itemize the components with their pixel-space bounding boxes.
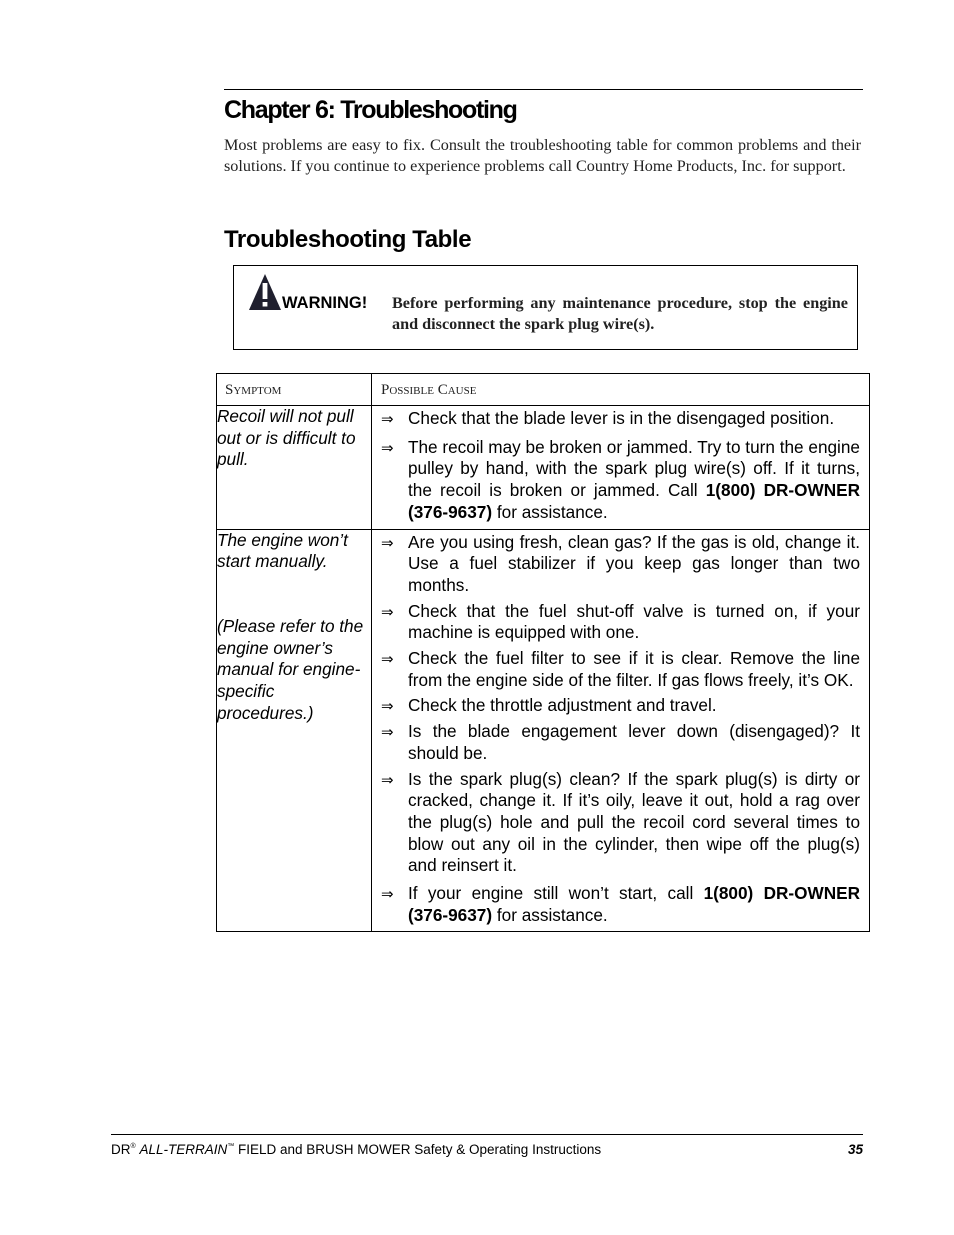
double-arrow-icon: ⇒ bbox=[381, 438, 394, 457]
symptom-note: (Please refer to the engine owner’s manual for engine-specific procedures.) bbox=[217, 615, 364, 723]
support-phone: 1(800) DR-OWNER (376-9637) bbox=[408, 883, 860, 925]
cause-list bbox=[372, 530, 869, 932]
support-phone: 1(800) DR-OWNER (376-9637) bbox=[408, 480, 861, 522]
header-rule bbox=[224, 89, 863, 90]
table-row bbox=[217, 406, 870, 530]
double-arrow-icon: ⇒ bbox=[381, 770, 394, 789]
double-arrow-icon: ⇒ bbox=[381, 410, 394, 428]
list-item: ⇒ Check the throttle adjustment and travel. bbox=[381, 695, 860, 717]
list-item: ⇒ Are you using fresh, clean gas? If the gas is old, change it. Use a fuel stabilizer if you keep gas longer than two months. bbox=[381, 531, 860, 595]
cause-cell bbox=[372, 406, 870, 530]
symptom-header: Symptom bbox=[217, 374, 372, 406]
list-item: ⇒ The recoil may be broken or jammed. Try to turn the engine pulley by hand, with the spark plug wire(s) off. If it turns, the recoil is broken or jammed. Call 1(800) DR-OWNER (376-9637) for assistance. bbox=[381, 436, 861, 522]
footer-rule bbox=[111, 1134, 863, 1135]
symptom-text: The engine won’t start manually. bbox=[217, 529, 348, 572]
table-header-row bbox=[217, 374, 870, 406]
list-item: ⇒ Check that the fuel shut-off valve is turned on, if your machine is equipped with one. bbox=[381, 600, 860, 643]
list-item: ⇒ Check that the blade lever is in the disengaged position. bbox=[381, 408, 860, 430]
double-arrow-icon: ⇒ bbox=[381, 533, 394, 552]
list-item: ⇒ Check the fuel filter to see if it is clear. Remove the line from the engine side of the filter. If gas flows freely, it’s OK. bbox=[381, 648, 860, 690]
list-item: ⇒ Is the blade engagement lever down (disengaged)? It should be. bbox=[381, 721, 860, 763]
chapter-title: Chapter 6: Troubleshooting bbox=[224, 96, 517, 124]
symptom-text: Recoil will not pull out or is difficult to pull. bbox=[217, 406, 356, 470]
cause-list bbox=[372, 406, 869, 529]
double-arrow-icon: ⇒ bbox=[381, 885, 394, 904]
double-arrow-icon: ⇒ bbox=[381, 723, 394, 742]
symptom-cell bbox=[217, 529, 372, 932]
double-arrow-icon: ⇒ bbox=[381, 650, 394, 669]
intro-paragraph: Most problems are easy to fix. Consult the troubleshooting table for common problems and their solutions. If you continue to experience problems call Country Home Products, Inc. for support. bbox=[224, 136, 861, 175]
warning-label: WARNING! bbox=[282, 294, 368, 312]
cause-cell bbox=[372, 529, 870, 932]
symptom-cell bbox=[217, 406, 372, 530]
list-item: ⇒ Is the spark plug(s) clean? If the spark plug(s) is dirty or cracked, change it. If it’s oily, leave it out, hold a rag over the plug(s) hole and pull the recoil cord several times to blow out any oil in the cylinder, then wipe off the plug(s) and reinsert it. bbox=[381, 768, 860, 876]
double-arrow-icon: ⇒ bbox=[381, 602, 394, 621]
page-number: 35 bbox=[847, 1142, 863, 1157]
possible-cause-header: Possible Cause bbox=[372, 374, 870, 406]
double-arrow-icon: ⇒ bbox=[381, 697, 394, 716]
warning-text: Before performing any maintenance procedure, stop the engine and disconnect the spark plug wire(s). bbox=[392, 294, 848, 333]
list-item: ⇒ If your engine still won’t start, call 1(800) DR-OWNER (376-9637) for assistance. bbox=[381, 883, 860, 925]
section-title: Troubleshooting Table bbox=[224, 226, 472, 253]
footer-title: DR® ALL-TERRAIN™ FIELD and BRUSH MOWER Safety & Operating Instructions bbox=[111, 1142, 602, 1157]
warning-box bbox=[233, 265, 858, 350]
warning-triangle-icon bbox=[248, 273, 282, 311]
table-row bbox=[217, 529, 870, 932]
troubleshooting-table bbox=[216, 373, 870, 932]
